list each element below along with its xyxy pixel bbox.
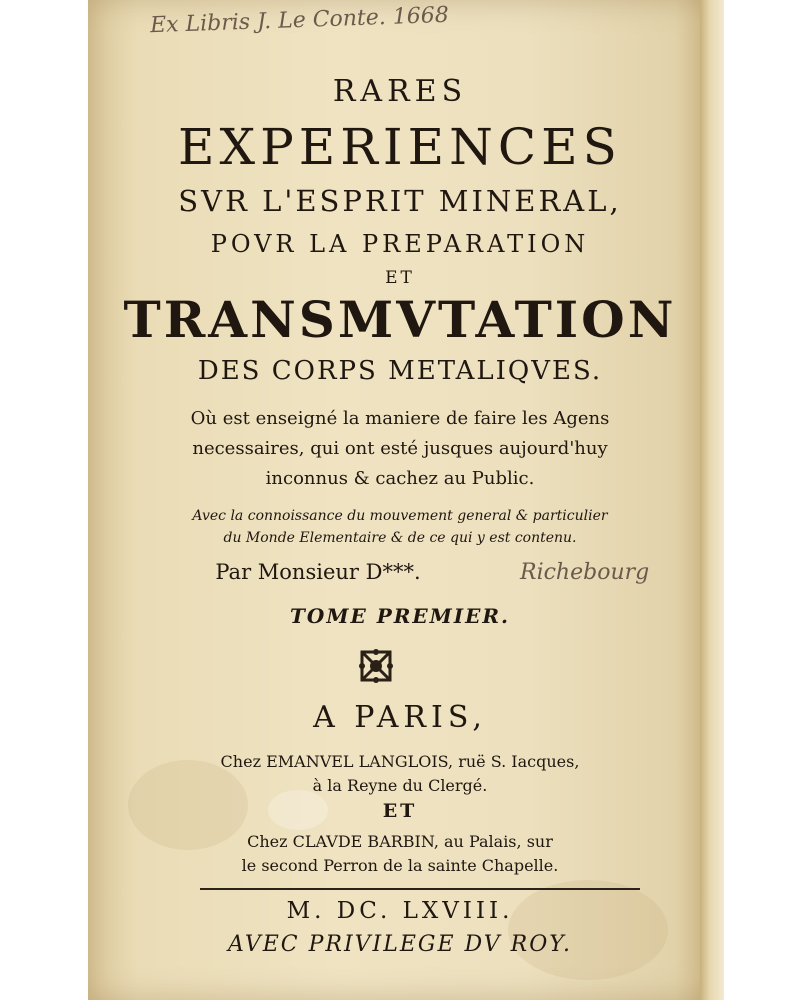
imprint-printer-2: Chez CLAVDE BARBIN, au Palais, sur	[247, 832, 553, 851]
title-line-experiences: EXPERIENCES	[178, 118, 622, 176]
printers-ornament-icon	[358, 648, 394, 684]
imprint-printer-2-sign: le second Perron de la sainte Chapelle.	[241, 856, 559, 875]
description-line-1: Où est enseigné la maniere de faire les Agens	[190, 408, 610, 429]
title-line-rares: RARES	[332, 74, 468, 109]
title-line-transmutation: TRANSMVTATION	[123, 290, 677, 349]
imprint-year: M. DC. LXVIII.	[286, 898, 514, 924]
ex-libris-inscription: Ex Libris J. Le Conte. 1668	[149, 2, 450, 39]
title-page	[88, 0, 712, 1000]
title-line-esprit-mineral: SVR L'ESPRIT MINERAL,	[178, 184, 622, 218]
title-line-et: ET	[385, 268, 415, 288]
title-line-corps-metaliques: DES CORPS METALIQVES.	[197, 356, 603, 386]
italic-line-1: Avec la connoissance du mouvement general & particulier	[192, 508, 608, 524]
author-handwritten-name: Richebourg	[520, 560, 650, 585]
imprint-et: ET	[382, 800, 418, 822]
imprint-printer-1-sign: à la Reyne du Clergé.	[312, 776, 488, 795]
title-line-preparation: POVR LA PREPARATION	[210, 230, 590, 258]
volume-line: TOME PREMIER.	[290, 604, 510, 628]
book-gutter	[700, 0, 724, 1000]
paper-stain	[508, 880, 668, 980]
author-line: Par Monsieur D***.	[215, 560, 421, 584]
imprint-privilege: AVEC PRIVILEGE DV ROY.	[228, 932, 572, 957]
imprint-printer-1: Chez EMANVEL LANGLOIS, ruë S. Iacques,	[220, 752, 580, 771]
description-line-2: necessaires, qui ont esté jusques aujourd'huy	[192, 438, 608, 459]
horizontal-rule	[200, 888, 640, 890]
imprint-city: A PARIS,	[313, 700, 487, 735]
description-line-3: inconnus & cachez au Public.	[265, 468, 535, 489]
italic-line-2: du Monde Elementaire & de ce qui y est contenu.	[223, 530, 577, 546]
